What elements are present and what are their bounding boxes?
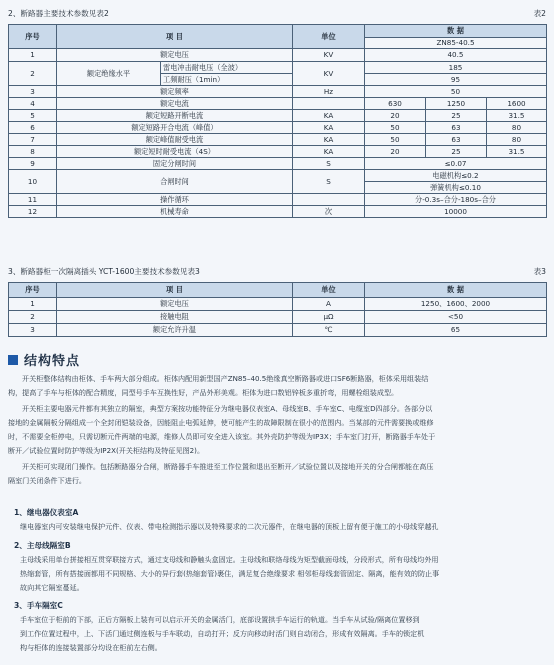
row-data: 50 bbox=[365, 134, 426, 146]
para-line: 开关柜可实现闭门操作。包括断路器分合闸，断路器手车推进至工作位置和退出至断开／试验位置以及接地开关的分合闸都能在高压 bbox=[22, 462, 434, 471]
row-data: 630 bbox=[365, 98, 426, 110]
row-data: 10000 bbox=[365, 206, 547, 218]
table2-caption bbox=[8, 8, 546, 19]
row-data: 25 bbox=[426, 146, 487, 158]
row-data: 95 bbox=[365, 74, 547, 86]
spec-table-2 bbox=[8, 24, 547, 218]
row-data: 电磁机构≤0.2 bbox=[365, 170, 547, 182]
row-no: 10 bbox=[9, 170, 57, 194]
subsection-title-busbar-room: 2、主母线隔室B bbox=[14, 541, 71, 550]
row-item: 额定电流 bbox=[57, 98, 293, 110]
row-data: 80 bbox=[487, 134, 547, 146]
row-item: 额定频率 bbox=[57, 86, 293, 98]
para-line: 主母线采用单台拼接相互贯穿联接方式，通过支母线和静触头盒固定。主母线和联络母线为矩型截面母线，分段形式，所有母线均外用 bbox=[20, 555, 439, 564]
para-line: 隔室门关闭条件下进行。 bbox=[8, 476, 87, 485]
spec-table-3 bbox=[8, 282, 547, 337]
subsection-title-relay-room: 1、继电器仪表室A bbox=[14, 508, 79, 517]
row-data: 31.5 bbox=[487, 110, 547, 122]
th-data: 数 据 bbox=[365, 25, 547, 38]
paragraph-3 bbox=[8, 460, 546, 488]
row-data: 50 bbox=[365, 86, 547, 98]
row-unit: Hz bbox=[293, 86, 365, 98]
row-unit bbox=[293, 98, 365, 110]
row-data: 1600 bbox=[487, 98, 547, 110]
row-no: 2 bbox=[9, 62, 57, 86]
row-subitem: 雷电冲击耐电压（全波） bbox=[161, 62, 293, 74]
row-data: 分-0.3s–合分-180s–合分 bbox=[365, 194, 547, 206]
row-no: 3 bbox=[9, 86, 57, 98]
row-data: 80 bbox=[487, 122, 547, 134]
row-data: 185 bbox=[365, 62, 547, 74]
row-no: 8 bbox=[9, 146, 57, 158]
row-data: ≤0.07 bbox=[365, 158, 547, 170]
table3-caption-text: 3、断路器柜一次隔离插头 YCT-1600主要技术参数见表3 bbox=[8, 267, 200, 276]
row-no: 7 bbox=[9, 134, 57, 146]
row-item: 额定电压 bbox=[57, 49, 293, 62]
para-line: 开关柜整体结构由柜体、手车两大部分组成。柜体内配用新型国产ZN85–40.5绝缘真空断路器或进口SF6断路器，柜体采用组装结 bbox=[22, 374, 429, 383]
para-line: 故向其它隔室蔓延。 bbox=[20, 583, 84, 592]
paragraph-2 bbox=[8, 402, 546, 458]
row-item: 额定短路开断电流 bbox=[57, 110, 293, 122]
row-unit: KA bbox=[293, 134, 365, 146]
th-no: 序号 bbox=[9, 25, 57, 49]
row-item: 额定短时耐受电流（4S） bbox=[57, 146, 293, 158]
subsection-title-truck-room: 3、手车隔室C bbox=[14, 601, 63, 610]
row-data: 1250、1600、2000 bbox=[365, 298, 547, 311]
row-item: 额定绝缘水平 bbox=[57, 62, 161, 86]
row-data: 25 bbox=[426, 110, 487, 122]
para-line: 开关柜主要电器元件都有其独立的隔室，典型方案按功能特征分为继电器仪表室A、母线室B、手车室C、电缆室D四部分。各部分以 bbox=[22, 404, 433, 413]
row-item: 合闸时间 bbox=[57, 170, 293, 194]
para-line: 构与柜体的连接装置部分均设在柜前左右侧。 bbox=[20, 643, 162, 652]
row-unit: A bbox=[293, 298, 365, 311]
row-item: 额定峰值耐受电流 bbox=[57, 134, 293, 146]
subsection-body-relay-room bbox=[20, 520, 546, 534]
row-unit: S bbox=[293, 158, 365, 170]
table2-caption-text: 2、断路器主要技术参数见表2 bbox=[8, 9, 109, 18]
table3-label: 表3 bbox=[533, 267, 546, 276]
row-no: 2 bbox=[9, 311, 57, 324]
table2-label: 表2 bbox=[533, 9, 546, 18]
model-cell: ZN85-40.5 bbox=[365, 38, 547, 49]
row-data: 63 bbox=[426, 134, 487, 146]
row-unit: KV bbox=[293, 49, 365, 62]
subsection-body-truck-room bbox=[20, 613, 546, 655]
square-bullet-icon bbox=[8, 355, 18, 365]
row-no: 12 bbox=[9, 206, 57, 218]
section-title: 结构特点 bbox=[24, 354, 81, 369]
row-data: 20 bbox=[365, 146, 426, 158]
row-item: 操作循环 bbox=[57, 194, 293, 206]
row-item: 固定分闸时间 bbox=[57, 158, 293, 170]
section-heading bbox=[8, 350, 80, 369]
row-data: 50 bbox=[365, 122, 426, 134]
row-no: 9 bbox=[9, 158, 57, 170]
para-line: 时，不需要全柜停电，只需切断元件两端的电源，维修人员即可安全进入该室。其外壳防护等级为IP3X；手车室门打开，断路器手车处于 bbox=[8, 432, 436, 441]
row-no: 5 bbox=[9, 110, 57, 122]
row-no: 3 bbox=[9, 324, 57, 337]
row-data: <50 bbox=[365, 311, 547, 324]
row-item: 额定电压 bbox=[57, 298, 293, 311]
row-unit: KV bbox=[293, 62, 365, 86]
th-item: 项 目 bbox=[57, 25, 293, 49]
row-data: 20 bbox=[365, 110, 426, 122]
row-item: 接触电阻 bbox=[57, 311, 293, 324]
para-line: 热缩套管，所有搭接面都用不同规格、大小的异行套(热缩套管)裹住，满足复合绝缘要求 相邻柜母线套管固定、隔离，能有效的防止事 bbox=[20, 569, 440, 578]
row-subitem: 工频耐压（1min） bbox=[161, 74, 293, 86]
row-data: 40.5 bbox=[365, 49, 547, 62]
row-unit: KA bbox=[293, 122, 365, 134]
row-no: 1 bbox=[9, 49, 57, 62]
th-unit: 单位 bbox=[293, 283, 365, 298]
row-unit: KA bbox=[293, 146, 365, 158]
row-data: 63 bbox=[426, 122, 487, 134]
row-item: 额定允许升温 bbox=[57, 324, 293, 337]
row-no: 4 bbox=[9, 98, 57, 110]
row-data: 31.5 bbox=[487, 146, 547, 158]
row-item: 额定短路开合电流（峰值） bbox=[57, 122, 293, 134]
para-line: 断开／试验位置时防护等级为IP2X(开关柜结构及特征见图2)。 bbox=[8, 446, 205, 455]
row-no: 1 bbox=[9, 298, 57, 311]
row-unit: 次 bbox=[293, 206, 365, 218]
para-line: 继电器室内可安装继电保护元件、仪表、带电检测指示器以及特殊要求的二次元器件，在继电器的顶板上留有便于施工的小母线穿越孔 bbox=[20, 522, 439, 531]
row-unit: μΩ bbox=[293, 311, 365, 324]
row-data: 65 bbox=[365, 324, 547, 337]
para-line: 手车室位于柜前的下部，正后方隔板上装有可以启示开关的金属活门，底部设置拱手车运行的轨道。当手车从试验/隔离位置移到 bbox=[20, 615, 420, 624]
th-item: 项 目 bbox=[57, 283, 293, 298]
th-unit: 单位 bbox=[293, 25, 365, 49]
row-no: 11 bbox=[9, 194, 57, 206]
th-no: 序号 bbox=[9, 283, 57, 298]
subsection-body-busbar-room bbox=[20, 553, 546, 595]
row-unit: S bbox=[293, 170, 365, 194]
para-line: 构，提高了手车与柜体的配合精度，同型号手车互换性好，产品外形美观。柜体为进口数铝锌板多重折弯，用螺栓组装成型。 bbox=[8, 388, 399, 397]
row-unit: KA bbox=[293, 110, 365, 122]
th-data: 数 据 bbox=[365, 283, 547, 298]
row-unit bbox=[293, 194, 365, 206]
row-data: 1250 bbox=[426, 98, 487, 110]
row-item: 机械寿命 bbox=[57, 206, 293, 218]
para-line: 接地的金属隔板分隔组成一个全封闭铠装设备，因能阻止电弧延伸，使可能产生的故障限制在很小的范围内。当某部的元件需要换或维修 bbox=[8, 418, 434, 427]
paragraph-1 bbox=[8, 372, 546, 400]
row-unit: ℃ bbox=[293, 324, 365, 337]
table3-caption bbox=[8, 266, 546, 277]
para-line: 到工作位置过程中，上、下活门通过侧连板与手车联动，自动打开；反方向移动时活门则自动闭合，形成有效隔离。手车的锁定机 bbox=[20, 629, 425, 638]
row-no: 6 bbox=[9, 122, 57, 134]
row-data: 弹簧机构≤0.10 bbox=[365, 182, 547, 194]
